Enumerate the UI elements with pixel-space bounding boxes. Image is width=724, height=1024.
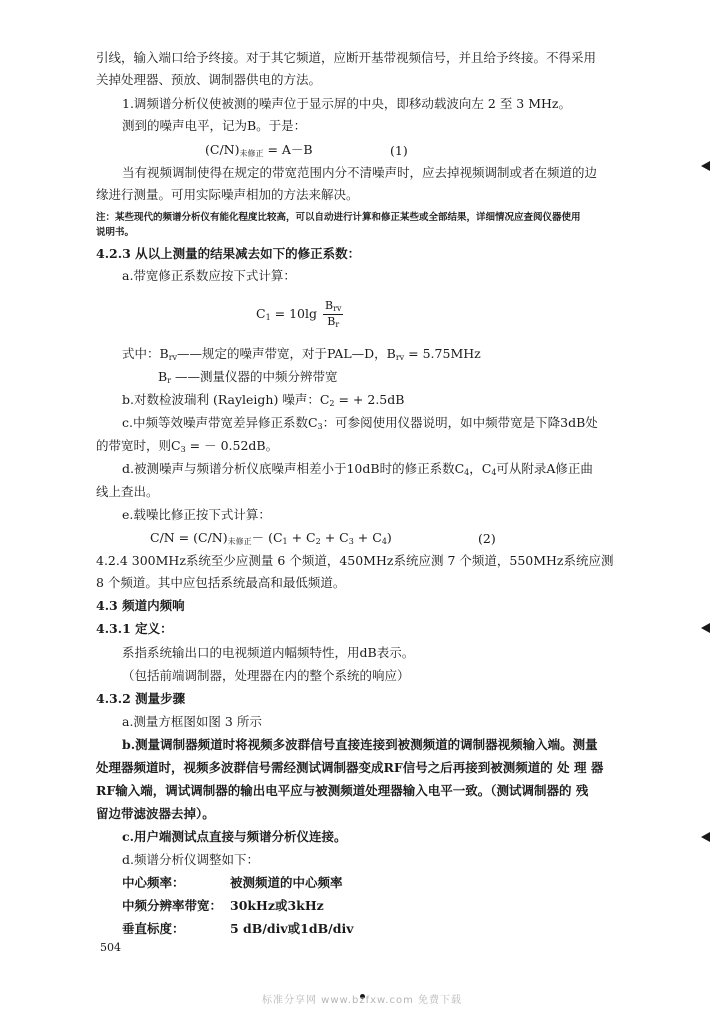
setting-value: 5 dB/div或1dB/div	[230, 921, 354, 936]
section-4-3: 4.3 频道内频响	[96, 598, 185, 613]
para-line: 系指系统输出口的电视频道内幅频特性，用dB表示。	[122, 645, 415, 660]
para-line: 关掉处理器、预放、调制器供电的方法。	[96, 72, 322, 87]
para-line: a.测量方框图如图 3 所示	[122, 714, 262, 729]
section-4-3-1: 4.3.1 定义：	[96, 621, 173, 636]
section-4-2-4: 4.2.4 300MHz系统至少应测量 6 个频道，450MHz系统应测 7 个频道，550MHz系统应测	[96, 553, 614, 568]
para-line: b.对数检波瑞利 (Rayleigh) 噪声：$C_2$ = + 2.5dB	[122, 392, 405, 408]
footer-watermark: 标准分享网 www.bzfxw.com 免费下载	[262, 995, 462, 1006]
setting-key: 中频分辨率带宽：	[122, 898, 223, 913]
para-line: RF输入端，调试调制器的输出电平应与被测频道处理器输入电平一致。（测试调制器的 残	[96, 783, 589, 798]
para-line: a.带宽修正系数应按下式计算：	[122, 268, 296, 283]
equation-number: (1)	[390, 143, 408, 158]
equation-number: (2)	[478, 531, 496, 546]
para-line: 的带宽时，则$C_3$ = － 0.52dB。	[96, 438, 279, 454]
definition-line: 式中：$B_{rv}——$规定的噪声带宽，对于PAL—D，$B_{rv} = 5.75MHz$	[122, 346, 481, 362]
note-line: 说明书。	[96, 227, 135, 238]
para-line: d.频谱分析仪调整如下：	[122, 852, 259, 867]
formula-2: $C/N = (C/N)_{未修正}- (C_1 + C_2 + C_3 + C_4)$	[150, 530, 392, 546]
para-line: 线上查出。	[96, 484, 159, 499]
margin-mark	[701, 161, 710, 171]
para-line: 8 个频道。其中应包括系统最高和最低频道。	[96, 575, 346, 590]
para-line: 1.调频谱分析仪使被测的噪声位于显示屏的中央，即移动载波向左 2 至 3 MHz。	[122, 96, 572, 111]
para-line: 留边带滤波器去掉）。	[96, 806, 215, 821]
section-4-2-3: 4.2.3 从以上测量的结果减去如下的修正系数：	[96, 246, 361, 261]
setting-value: 30kHz或3kHz	[230, 898, 324, 913]
para-line: 处理器频道时，视频多波群信号需经测试调制器变成RF信号之后再接到被测频道的 处 理 器	[96, 760, 604, 775]
para-line: e.载噪比修正按下式计算：	[122, 507, 271, 522]
margin-mark	[701, 832, 710, 842]
formula-1: $(C/N)_{未修正} = A-B$	[205, 142, 313, 158]
margin-mark	[701, 623, 710, 633]
para-line: （包括前端调制器，处理器在内的整个系统的响应）	[122, 668, 410, 683]
setting-key: 中心频率：	[122, 875, 185, 890]
setting-value: 被测频道的中心频率	[230, 875, 343, 890]
para-line: c.中频等效噪声带宽差异修正系数$C_3$：可参阅使用仪器说明，如中频带宽是下降3dB处	[122, 415, 598, 431]
setting-key: 垂直标度：	[122, 921, 185, 936]
page-number: 504	[100, 941, 121, 954]
para-line: b.测量调制器频道时将视频多波群信号直接连接到被测频道的调制器视频输入端。测量	[122, 737, 598, 752]
note-line: 注：某些现代的频谱分析仪有能化程度比较高，可以自动进行计算和修正某些或全部结果，详细情况应查阅仪器使用	[96, 212, 581, 223]
para-line: 测到的噪声电平，记为B。于是：	[122, 118, 307, 133]
para-line: d.被测噪声与频谱分析仪底噪声相差小于10dB时的修正系数$C_4$，$C_4$可从附录A修正曲	[122, 461, 593, 477]
para-line: 引线，输入端口给予终接。对于其它频道，应断开基带视频信号，并且给予终接。不得采用	[96, 50, 597, 65]
para-line: 当有视频调制使得在规定的带宽范围内分不清噪声时，应去掉视频调制或者在频道的边	[122, 165, 598, 180]
section-4-3-2: 4.3.2 测量步骤	[96, 691, 186, 706]
para-line: 缘进行测量。可用实际噪声相加的方法来解决。	[96, 187, 359, 202]
definition-line: $B_r$ ——测量仪器的中频分辨带宽	[158, 369, 338, 385]
para-line: c.用户端测试点直接与频谱分析仪连接。	[122, 829, 347, 844]
formula-bandwidth: $C_1 = 10\lg$ $\frac{B_{rv}}{B_r}$	[256, 299, 342, 329]
